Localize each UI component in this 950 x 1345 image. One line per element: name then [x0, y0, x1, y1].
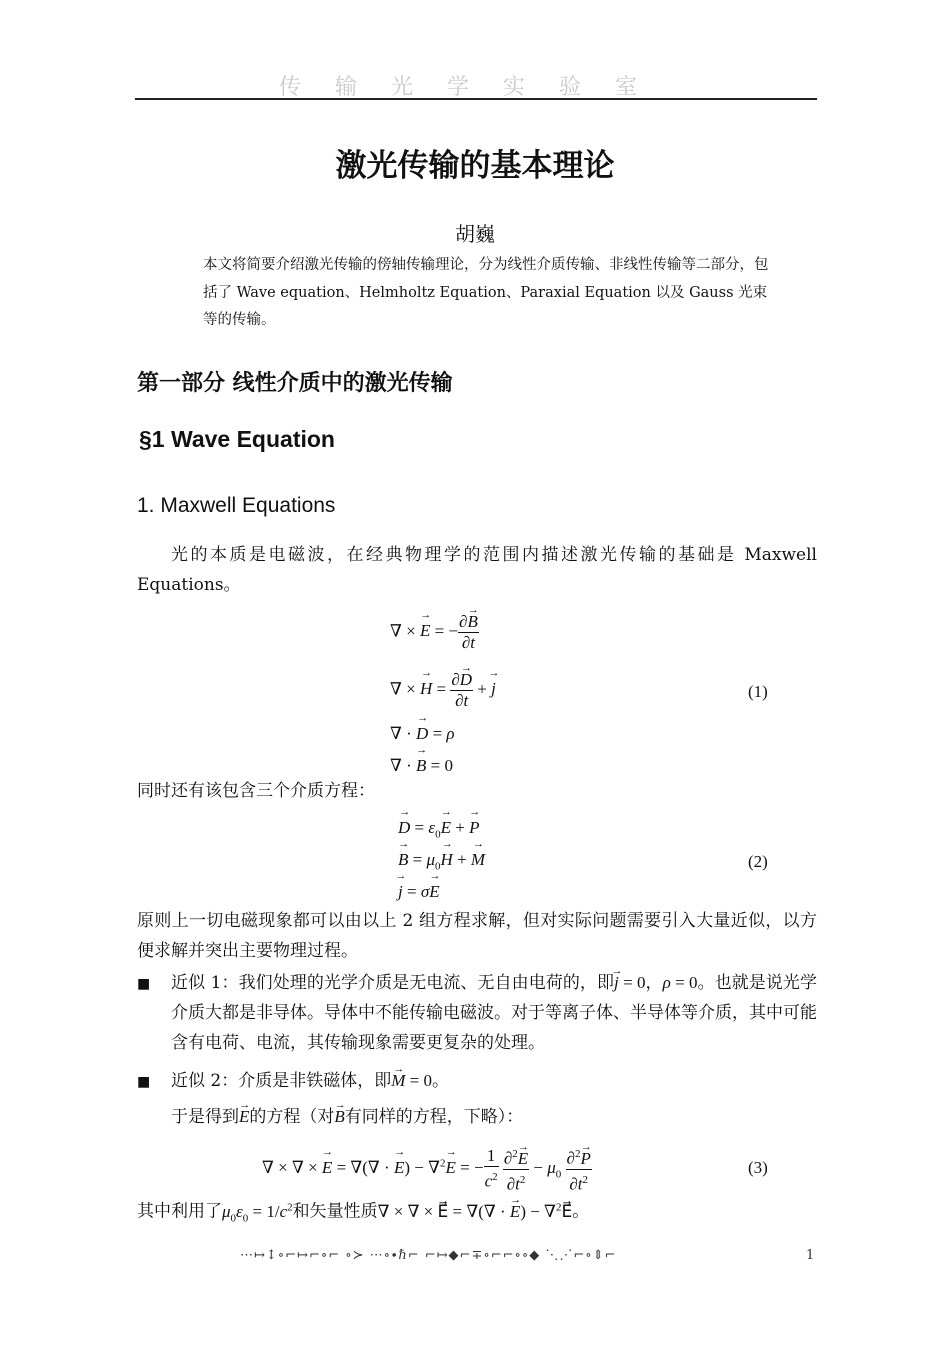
approximation-2: 近似 2：介质是非铁磁体，即→ M = 0。	[171, 1066, 817, 1096]
maxwell-eq-div-b: ∇ · → B = 0	[390, 756, 453, 776]
constitutive-eq-b: → $B = \mu_0\to H$ + → M	[398, 850, 485, 872]
approximation-1-label: 近似 1：	[171, 973, 239, 993]
constitutive-eq-j: → j = σ→ E	[398, 882, 440, 902]
maxwell-eq-curl-e: ∇ × → E = − $\frac{\partial\to B}{\partial t}$	[390, 612, 479, 653]
paper-title: 激光传输的基本理论	[335, 148, 615, 184]
approximation-intro: 原则上一切电磁现象都可以由以上 2 组方程求解，但对实际问题需要引入大量近似，以方便求解并突出主要物理过程。	[137, 911, 817, 961]
approximation-1-text-b: 。也就是说光学介质大都是非导体。导体中不能传输电磁波。对于等离子体、半导体等介质，其中可能含有电荷、电流，其传输现象需要更复杂的处理。	[171, 973, 817, 1053]
maxwell-eq-div-d: ∇ · → D = ρ	[390, 724, 455, 744]
wave-eq-note-a: 其中利用了	[137, 1201, 222, 1222]
maxwell-eq-curl-h: ∇ × → H = $\frac{\partial\to D}{\partial t}$ + → j	[390, 670, 496, 711]
approximation-1: 近似 1：我们处理的光学介质是无电流、无自由电荷的，即→ j = 0，ρ = 0。也就是说光学介质大都是非导体。导体中不能传输电磁波。对于等离子体、半导体等介质，其中可能含有电荷、电流，其传输现象需要更复杂的处理。	[171, 968, 817, 1058]
approximation-2-text-b: 。	[432, 1071, 449, 1091]
approximation-1-text-a: 我们处理的光学介质是无电流、无自由电荷的，即	[238, 973, 615, 993]
page-number: 1	[806, 1248, 815, 1263]
wave-eq-note: 其中利用了$\mu_0\varepsilon_0 = 1/c^2$和矢量性质∇ × ∇ × E⃗ = ∇(∇ · → E) − ∇$^2$E⃗。	[137, 1192, 817, 1233]
page-footer: ⋯↦↕∘⌐↦⌐∘⌐ ∘≻ ⋯∘∙ℏ⌐ ⌐↦◆⌐∓∘⌐⌐∘∘◆ ⋱⋰⌐∘⇕⌐	[240, 1248, 617, 1263]
abstract: 本文将简要介绍激光传输的傍轴传输理论，分为线性介质传输、非线性传输等二部分，包括了 Wave equation、Helmholtz Equation、Paraxial Equation 以及 Gauss 光束等的传输。	[203, 257, 769, 328]
constitutive-eq-d: → $D = \varepsilon_0\to E$ + → P	[398, 818, 479, 840]
wave-eq-intro: 于是得到→ E的方程（对→ B有同样的方程，下略）：	[171, 1102, 817, 1132]
wave-equation: ∇ × ∇ × → E = ∇(∇ · → E) − ∇$^2$→ E = − $\frac{1}{c^2}$ $\frac{\partial^2\to E}{\partial t^2}$ − $\mu_0$ $\frac{\partial^2\to P}{\partial t^2}$	[262, 1144, 592, 1194]
wave-eq-intro-c: 有同样的方程，下略）：	[344, 1107, 524, 1127]
section-heading: §1 Wave Equation	[139, 426, 335, 452]
part-heading: 第一部分 线性介质中的激光传输	[137, 371, 453, 396]
approximation-2-label: 近似 2：	[171, 1071, 239, 1091]
header-rule	[135, 98, 817, 100]
approximation-2-text-a: 介质是非铁磁体，即	[238, 1071, 392, 1091]
wave-eq-intro-b: 的方程（对	[249, 1107, 335, 1127]
running-header: 传输光学实验室	[278, 75, 671, 100]
constitutive-intro: 同时还有该包含三个介质方程：	[137, 781, 375, 801]
wave-eq-intro-a: 于是得到	[171, 1107, 239, 1127]
author-name: 胡巍	[455, 222, 495, 246]
subsection-heading: 1. Maxwell Equations	[137, 494, 336, 517]
equation-number-3: (3)	[748, 1158, 768, 1177]
equation-number-1: (1)	[748, 682, 768, 701]
bullet-square-icon: ■	[137, 976, 151, 992]
wave-eq-note-b: 和矢量性质	[292, 1201, 378, 1222]
equation-number-2: (2)	[748, 852, 768, 871]
bullet-square-icon: ■	[137, 1074, 151, 1090]
intro-paragraph: 光的本质是电磁波，在经典物理学的范围内描述激光传输的基础是 Maxwell Equations。	[137, 545, 817, 595]
